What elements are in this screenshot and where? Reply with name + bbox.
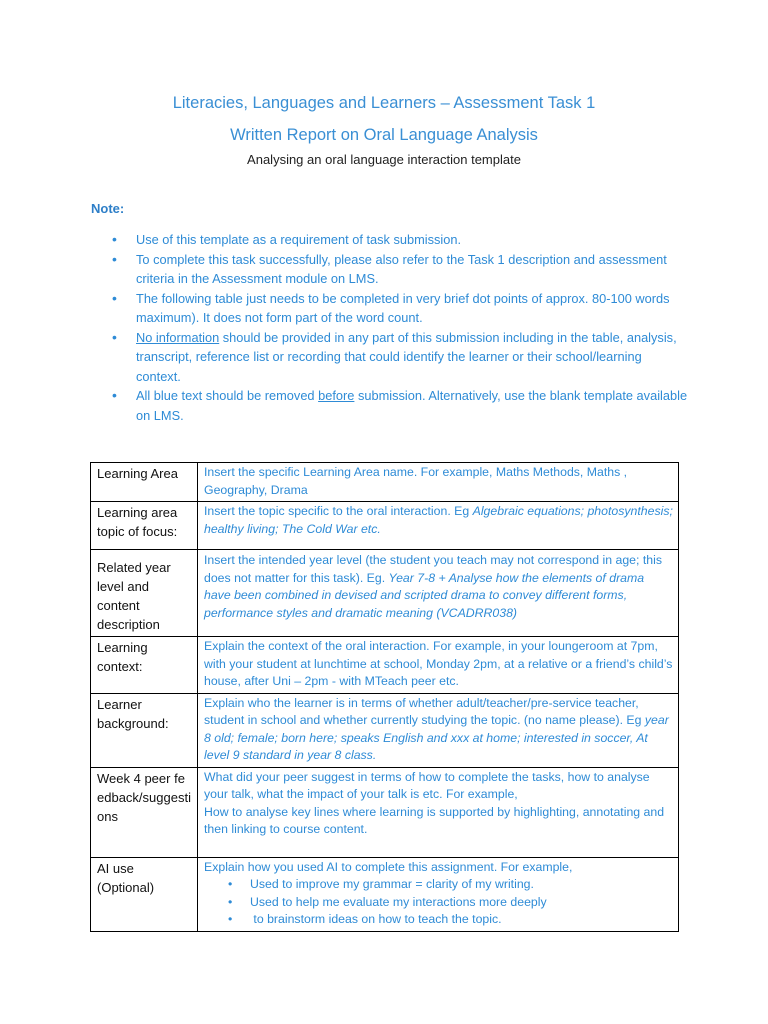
ai-use-list bbox=[204, 876, 673, 929]
row-label: Learner background: bbox=[91, 693, 198, 767]
row-value[interactable]: Explain the context of the oral interaction. For example, in your loungeroom at 7pm, with your student at lunchtime at school, Monday 2pm, at a relative or a friend’s child’s house, after Uni – 2pm - with MTeach peer etc. bbox=[198, 637, 679, 694]
row-label: Related year level and content description bbox=[91, 550, 198, 637]
table-row bbox=[91, 637, 679, 694]
row-value[interactable]: What did your peer suggest in terms of how to complete the tasks, how to analyse your talk, what the impact of your talk is etc. For example, How to analyse key lines where learning is supported by highlighting, annotating and then linking to course content. bbox=[198, 767, 679, 857]
table-row bbox=[91, 550, 679, 637]
row-label: Learning area topic of focus: bbox=[91, 502, 198, 550]
list-item: • All blue text should be removed before submission. Alternatively, use the blank template available on LMS. bbox=[110, 386, 690, 425]
list-item: • Use of this template as a requirement of task submission. bbox=[110, 230, 690, 250]
underlined-text: before bbox=[318, 388, 355, 403]
note-label: Note: bbox=[91, 201, 125, 216]
template-table bbox=[90, 462, 679, 932]
document-subtitle: Written Report on Oral Language Analysis bbox=[230, 126, 538, 144]
row-label: Learning context: bbox=[91, 637, 198, 694]
row-value[interactable]: Insert the intended year level (the student you teach may not correspond in age; this does not matter for this task). Eg. Year 7-8 + Analyse how the elements of drama have been combined in devised and scripted drama to convey different forms, performance styles and dramatic meaning (VCADRR038) bbox=[198, 550, 679, 637]
list-item: • to brainstorm ideas on how to teach the topic. bbox=[204, 911, 673, 929]
list-item: • Used to improve my grammar = clarity of my writing. bbox=[204, 876, 673, 894]
row-label: AI use (Optional) bbox=[91, 857, 198, 931]
row-label: Week 4 peer feedback/suggestions bbox=[91, 767, 198, 857]
table-row bbox=[91, 502, 679, 550]
underlined-text: No information bbox=[136, 329, 220, 345]
table-row bbox=[91, 857, 679, 931]
row-value[interactable]: Insert the specific Learning Area name. For example, Maths Methods, Maths , Geography, Drama bbox=[198, 463, 679, 502]
document-tagline: Analysing an oral language interaction template bbox=[247, 152, 521, 167]
list-item: • No information should be provided in any part of this submission including in the table, analysis, transcript, reference list or recording that could identify the learner or their school/learning context. bbox=[110, 328, 690, 387]
list-item: • The following table just needs to be completed in very brief dot points of approx. 80-100 words maximum). It does not form part of the word count. bbox=[110, 289, 690, 328]
row-label: Learning Area bbox=[91, 463, 198, 502]
table-row bbox=[91, 693, 679, 767]
note-list bbox=[110, 230, 690, 425]
row-value[interactable]: Explain who the learner is in terms of whether adult/teacher/pre-service teacher, student in school and whether currently studying the topic. (no name please). Eg year 8 old; female; born here; speaks English and xxx at home; interested in soccer, At level 9 standard in year 8 class. bbox=[198, 693, 679, 767]
table-row bbox=[91, 767, 679, 857]
table-row bbox=[91, 463, 679, 502]
list-item: • Used to help me evaluate my interactions more deeply bbox=[204, 894, 673, 912]
row-value[interactable]: Explain how you used AI to complete this assignment. For example, • Used to improve my grammar = clarity of my writing. • Used to help me evaluate my interactions more deeply • to brainstorm ideas on how to teach the topic. bbox=[198, 857, 679, 931]
row-value[interactable]: Insert the topic specific to the oral interaction. Eg Algebraic equations; photosynthesis; healthy living; The Cold War etc. bbox=[198, 502, 679, 550]
document-title: Literacies, Languages and Learners – Assessment Task 1 bbox=[172, 94, 596, 112]
list-item: • To complete this task successfully, please also refer to the Task 1 description and assessment criteria in the Assessment module on LMS. bbox=[110, 250, 690, 289]
